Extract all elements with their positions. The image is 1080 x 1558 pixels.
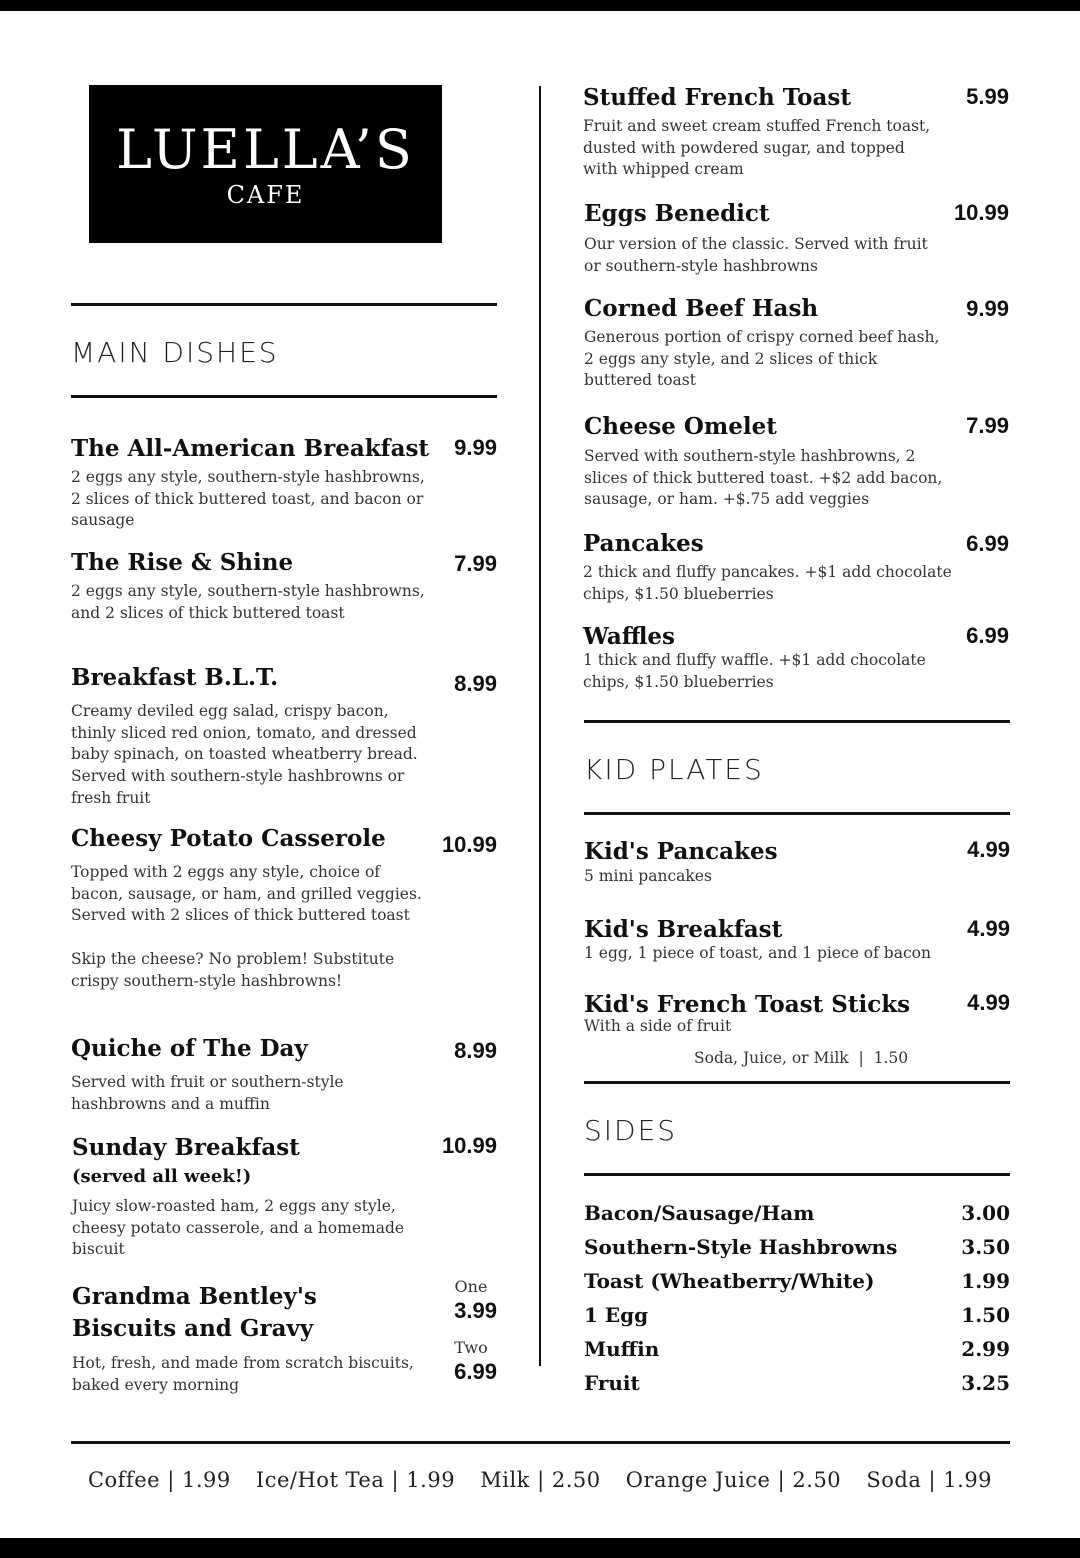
menu-item — [584, 914, 964, 965]
menu-item — [71, 823, 431, 993]
item-description: Hot, fresh, and made from scratch biscuits, baked every morning — [72, 1354, 414, 1394]
menu-item — [72, 1132, 432, 1261]
item-price: 6.99 — [966, 531, 1009, 556]
logo-subtitle: CAFE — [226, 181, 305, 209]
item-price: 7.99 — [454, 551, 497, 576]
side-name: Fruit — [584, 1371, 640, 1395]
divider — [71, 1441, 1010, 1444]
item-price: 4.99 — [967, 837, 1010, 862]
drink-coffee: Coffee | 1.99 — [87, 1468, 231, 1492]
item-name: Stuffed French Toast — [583, 84, 851, 111]
menu-item — [584, 198, 944, 277]
menu-item — [583, 528, 963, 605]
item-price: 6.99 — [454, 1359, 497, 1384]
item-price: 8.99 — [454, 1038, 497, 1063]
divider — [71, 395, 497, 398]
divider — [584, 720, 1010, 723]
section-title-kid-plates: KID PLATES — [584, 753, 764, 786]
item-name: Corned Beef Hash — [584, 295, 819, 322]
item-description: 2 eggs any style, southern-style hashbrowns, and 2 slices of thick buttered toast — [71, 582, 425, 622]
drink-orange-juice: Orange Juice | 2.50 — [625, 1468, 842, 1492]
item-description: Topped with 2 eggs any style, choice of bacon, sausage, or ham, and grilled veggies. Served with 2 slices of thick buttered toast — [71, 863, 422, 925]
drinks-bar — [70, 1468, 1010, 1492]
item-description: 1 thick and fluffy waffle. +$1 add chocolate chips, $1.50 blueberries — [583, 651, 926, 691]
side-name: Muffin — [584, 1337, 660, 1361]
drink-tea: Ice/Hot Tea | 1.99 — [255, 1468, 456, 1492]
item-description: Creamy deviled egg salad, crispy bacon, thinly sliced red onion, tomato, and dressed baby spinach, on toasted wheatberry bread. Served with southern-style hashbrowns or fresh fruit — [71, 702, 418, 807]
item-price: 9.99 — [454, 435, 497, 460]
item-name: Eggs Benedict — [584, 200, 770, 227]
item-name: Waffles — [583, 623, 675, 650]
item-subtitle: (served all week!) — [72, 1166, 252, 1187]
menu-item — [71, 662, 431, 810]
divider — [584, 1081, 1010, 1084]
item-name: Cheese Omelet — [584, 413, 777, 440]
item-price: 7.99 — [966, 413, 1009, 438]
menu-item — [71, 547, 431, 624]
item-description: Generous portion of crispy corned beef hash, 2 eggs any style, and 2 slices of thick buttered toast — [584, 328, 940, 390]
item-name: Pancakes — [583, 530, 704, 557]
side-price: 3.25 — [961, 1371, 1010, 1395]
item-name: The Rise & Shine — [71, 549, 294, 576]
menu-item — [71, 433, 431, 532]
item-note: Skip the cheese? No problem! Substitute crispy southern-style hashbrowns! — [71, 950, 395, 990]
item-name: Breakfast B.L.T. — [71, 664, 279, 691]
item-price: 3.99 — [454, 1298, 497, 1323]
item-price: 10.99 — [953, 200, 1009, 225]
item-name: Grandma Bentley's — [72, 1283, 317, 1310]
menu-item — [584, 836, 964, 888]
item-price: 9.99 — [966, 296, 1009, 321]
item-description: Served with fruit or southern-style hashbrowns and a muffin — [71, 1073, 344, 1113]
menu-item — [584, 293, 944, 392]
menu-item — [584, 989, 964, 1038]
side-name: Bacon/Sausage/Ham — [584, 1201, 815, 1225]
divider — [71, 303, 497, 306]
side-name: 1 Egg — [584, 1303, 649, 1327]
column-divider — [539, 86, 541, 1366]
cafe-logo — [89, 85, 442, 243]
item-price: 5.99 — [966, 84, 1009, 109]
item-description: Served with southern-style hashbrowns, 2 slices of thick buttered toast. +$2 add bacon, sausage, or ham. +$.75 add veggies — [584, 447, 943, 509]
item-description: 2 eggs any style, southern-style hashbrowns, 2 slices of thick buttered toast, and bacon or sausage — [71, 468, 425, 530]
item-name: Sunday Breakfast — [72, 1134, 300, 1161]
top-border — [0, 0, 1080, 11]
item-description: With a side of fruit — [584, 1017, 732, 1035]
item-description: Fruit and sweet cream stuffed French toast, dusted with powdered sugar, and topped with whipped cream — [583, 117, 931, 179]
section-title-main-dishes: MAIN DISHES — [71, 336, 279, 369]
item-description: 5 mini pancakes — [584, 867, 712, 885]
side-price: 3.50 — [961, 1235, 1010, 1259]
drink-soda: Soda | 1.99 — [866, 1468, 993, 1492]
side-item — [584, 1201, 1010, 1235]
item-price: 4.99 — [967, 990, 1010, 1015]
item-description: 2 thick and fluffy pancakes. +$1 add chocolate chips, $1.50 blueberries — [583, 563, 952, 603]
item-name: Biscuits and Gravy — [72, 1315, 314, 1342]
drink-milk: Milk | 2.50 — [480, 1468, 601, 1492]
menu-item — [583, 82, 943, 181]
side-price: 2.99 — [961, 1337, 1010, 1361]
bottom-border — [0, 1538, 1080, 1558]
side-item — [584, 1269, 1010, 1303]
quantity-label: One — [454, 1277, 488, 1296]
side-name: Southern-Style Hashbrowns — [584, 1235, 898, 1259]
item-name: Kid's Breakfast — [584, 916, 783, 943]
kid-drinks-note: Soda, Juice, or Milk | 1.50 — [694, 1049, 909, 1067]
quantity-label: Two — [454, 1338, 488, 1357]
side-name: Toast (Wheatberry/White) — [584, 1269, 875, 1293]
item-description: Our version of the classic. Served with fruit or southern-style hashbrowns — [584, 235, 928, 275]
menu-item — [583, 621, 963, 693]
item-price: 8.99 — [454, 671, 497, 696]
item-price: 4.99 — [967, 916, 1010, 941]
item-name: The All-American Breakfast — [71, 435, 430, 462]
logo-name: LUELLA’S — [116, 118, 415, 181]
item-price: 10.99 — [441, 1133, 497, 1158]
divider — [584, 1173, 1010, 1176]
item-description: Juicy slow-roasted ham, 2 eggs any style, cheesy potato casserole, and a homemade biscuit — [72, 1197, 405, 1259]
menu-item — [584, 411, 944, 511]
item-name: Kid's French Toast Sticks — [584, 991, 911, 1018]
item-name: Cheesy Potato Casserole — [71, 825, 386, 852]
menu-item — [72, 1281, 432, 1396]
side-item — [584, 1303, 1010, 1337]
item-name: Kid's Pancakes — [584, 838, 778, 865]
side-item — [584, 1371, 1010, 1405]
item-price: 6.99 — [966, 623, 1009, 648]
menu-item — [71, 1033, 431, 1115]
item-name: Quiche of The Day — [71, 1035, 308, 1062]
side-price: 1.99 — [961, 1269, 1010, 1293]
side-price: 1.50 — [961, 1303, 1010, 1327]
section-title-sides: SIDES — [584, 1114, 678, 1147]
item-price: 10.99 — [441, 832, 497, 857]
side-price: 3.00 — [961, 1201, 1010, 1225]
divider — [584, 812, 1010, 815]
side-item — [584, 1235, 1010, 1269]
item-description: 1 egg, 1 piece of toast, and 1 piece of bacon — [584, 944, 931, 962]
side-item — [584, 1337, 1010, 1371]
